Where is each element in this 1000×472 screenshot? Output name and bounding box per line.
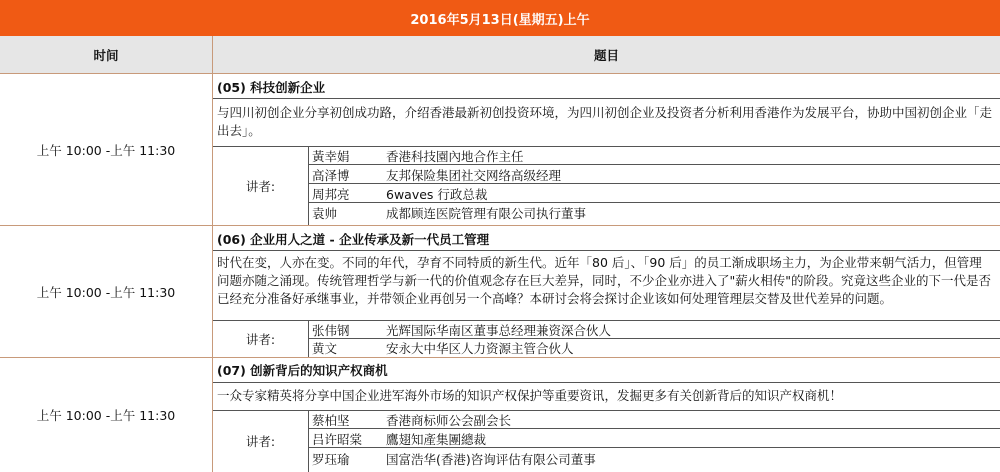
speakers-label: 讲者: [213, 320, 309, 358]
session-description: 与四川初创企业分享初创成功路，介绍香港最新初创投资环境，为四川初创企业及投资者分析利用香港作为发展平台，协助中国初创企业「走出去」。 [217, 105, 993, 138]
session-row-05 [0, 74, 1000, 226]
speaker-role: 香港商标师公会副会长 [386, 412, 512, 428]
speaker-row [309, 204, 1000, 222]
session-description: 时代在变，人亦在变。不同的年代，孕育不同特质的新生代。近年「80 后」、「90 后」的员工渐成职场主力，为企业带来朝气活力，但管理问题亦随之涌现。传统管理哲学与新一代的价值观念存在巨大差异，同时，不少企业亦进入了"薪火相传"的阶段。究竟这些企业的下一代是否已经充分准备好承继事业，并带领企业再创另一个高峰？本研讨会将会探讨企业该如何处理管理层交替及世代差异的问题。 [217, 255, 992, 306]
speaker-row [309, 339, 1000, 357]
speaker-name: 蔡柏坚 [312, 412, 350, 428]
speaker-name: 罗珏瑜 [312, 452, 350, 467]
speaker-list [0, 320, 1000, 358]
column-header-time: 时间 [0, 36, 213, 74]
session-title: (05) 科技创新企业 [217, 80, 326, 95]
speaker-row [309, 147, 1000, 165]
session-description: 一众专家精英将分享中国企业进军海外市场的知识产权保护等重要资讯，发掘更多有关创新背后的知识产权商机！ [217, 388, 843, 403]
speaker-row [309, 166, 1000, 184]
speaker-role: 光辉国际华南区董事总经理兼资深合伙人 [386, 322, 612, 338]
session-title: (06) 企业用人之道 - 企业传承及新一代员工管理 [217, 232, 490, 247]
session-time: 上午 10:00 -上午 11:30 [0, 358, 213, 472]
speaker-role: 6waves 行政总裁 [386, 186, 488, 202]
session-row-07 [0, 358, 1000, 472]
speaker-name: 高泽博 [312, 167, 350, 183]
speaker-name: 黄文 [312, 341, 338, 356]
speaker-row [309, 185, 1000, 203]
speaker-list [0, 146, 1000, 226]
speaker-role: 鷹翅知產集團總裁 [386, 431, 487, 447]
session-title: (07) 创新背后的知识产权商机 [217, 363, 388, 378]
speakers-label: 讲者: [213, 146, 309, 226]
speaker-role: 成都顾连医院管理有限公司执行董事 [386, 206, 587, 221]
speaker-row [309, 450, 1000, 468]
speaker-role: 安永大中华区人力资源主管合伙人 [386, 341, 574, 356]
speakers-label: 讲者: [213, 410, 309, 472]
column-header-topic: 题目 [213, 36, 1000, 74]
speaker-name: 吕许昭棠 [312, 431, 363, 447]
speaker-list [0, 410, 1000, 472]
session-row-06 [0, 226, 1000, 358]
speaker-role: 友邦保险集团社交网络高级经理 [386, 167, 562, 183]
speaker-name: 张伟钢 [312, 322, 350, 338]
speaker-name: 袁帅 [312, 206, 338, 221]
page-title: 2016年5月13日(星期五)上午 [0, 0, 1000, 36]
speaker-name: 周邦亮 [312, 186, 350, 202]
speaker-role: 国富浩华(香港)咨询评估有限公司董事 [386, 452, 596, 467]
speaker-name: 黃幸娟 [312, 148, 350, 164]
speaker-row [309, 321, 1000, 339]
session-time: 上午 10:00 -上午 11:30 [0, 74, 213, 226]
speaker-row [309, 411, 1000, 429]
session-time: 上午 10:00 -上午 11:30 [0, 226, 213, 358]
speaker-role: 香港科技園內地合作主任 [386, 148, 524, 164]
speaker-row [309, 430, 1000, 448]
